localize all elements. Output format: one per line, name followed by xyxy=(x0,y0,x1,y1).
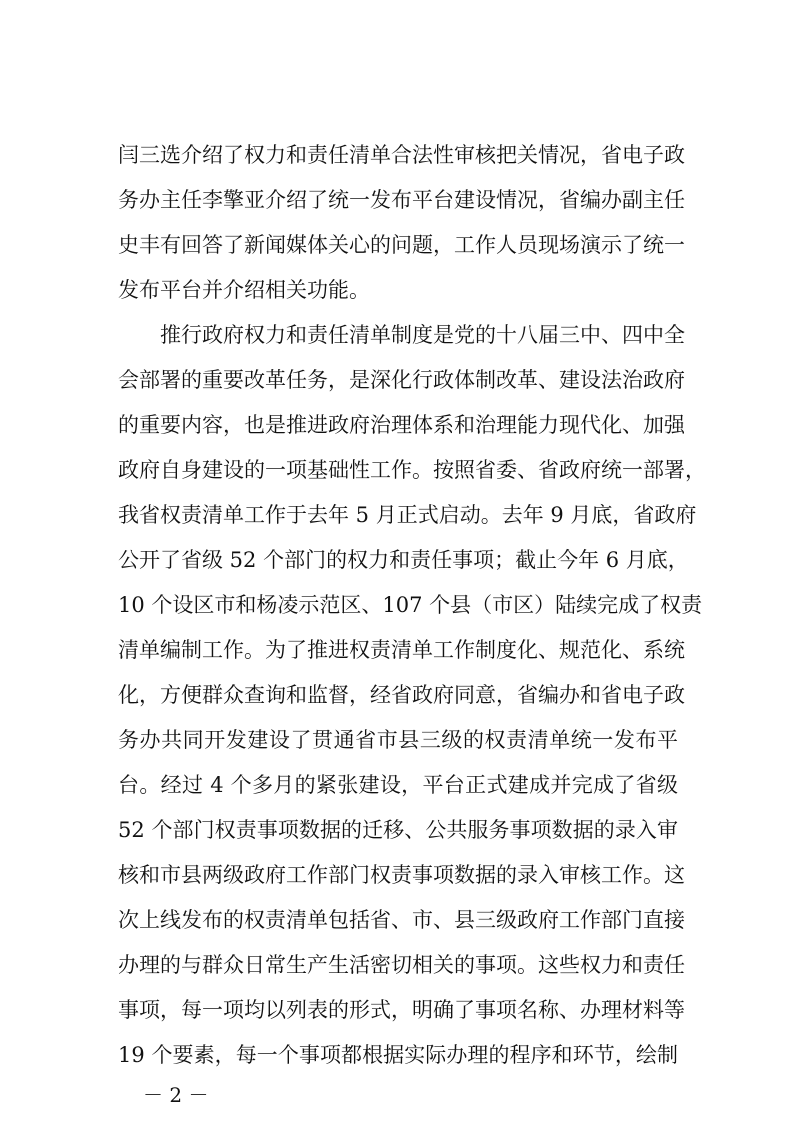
text-line: 事项，每一项均以列表的形式，明确了事项名称、办理材料等 xyxy=(118,998,685,1022)
text-line: 化，方便群众查询和监督，经省政府同意，省编办和省电子政 xyxy=(118,683,685,707)
text-line: 务办共同开发建设了贯通省市县三级的权责清单统一发布平 xyxy=(118,728,678,752)
text-line: 史丰有回答了新闻媒体关心的问题，工作人员现场演示了统一 xyxy=(118,233,685,257)
text-line: 我省权责清单工作于去年 5 月正式启动。去年 9 月底，省政府 xyxy=(118,503,697,527)
text-line: 52 个部门权责事项数据的迁移、公共服务事项数据的录入审 xyxy=(118,818,678,842)
text-line: 次上线发布的权责清单包括省、市、县三级政府工作部门直接 xyxy=(118,908,685,932)
text-line: 19 个要素，每一个事项都根据实际办理的程序和环节，绘制 xyxy=(118,1043,678,1067)
text-line: 推行政府权力和责任清单制度是党的十八届三中、四中全 xyxy=(160,323,685,347)
text-line: 清单编制工作。为了推进权责清单工作制度化、规范化、系统 xyxy=(118,638,685,662)
text-line: 核和市县两级政府工作部门权责事项数据的录入审核工作。这 xyxy=(118,863,685,887)
text-line: 台。经过 4 个多月的紧张建设，平台正式建成并完成了省级 xyxy=(118,773,678,797)
text-line: 政府自身建设的一项基础性工作。按照省委、省政府统一部署， xyxy=(118,458,706,482)
text-line: 办理的与群众日常生产生活密切相关的事项。这些权力和责任 xyxy=(118,953,685,977)
text-line: 闫三选介绍了权力和责任清单合法性审核把关情况，省电子政 xyxy=(118,143,685,167)
text-line: 会部署的重要改革任务，是深化行政体制改革、建设法治政府 xyxy=(118,368,685,392)
text-line: 务办主任李擎亚介绍了统一发布平台建设情况，省编办副主任 xyxy=(118,188,685,212)
text-line: 10 个设区市和杨凌示范区、107 个县（市区）陆续完成了权责 xyxy=(118,593,703,617)
text-line: 公开了省级 52 个部门的权力和责任事项；截止今年 6 月底， xyxy=(118,548,689,572)
page-number: － 2 － xyxy=(143,1083,209,1107)
text-line: 发布平台并介绍相关功能。 xyxy=(118,278,370,302)
text-line: 的重要内容，也是推进政府治理体系和治理能力现代化、加强 xyxy=(118,413,685,437)
